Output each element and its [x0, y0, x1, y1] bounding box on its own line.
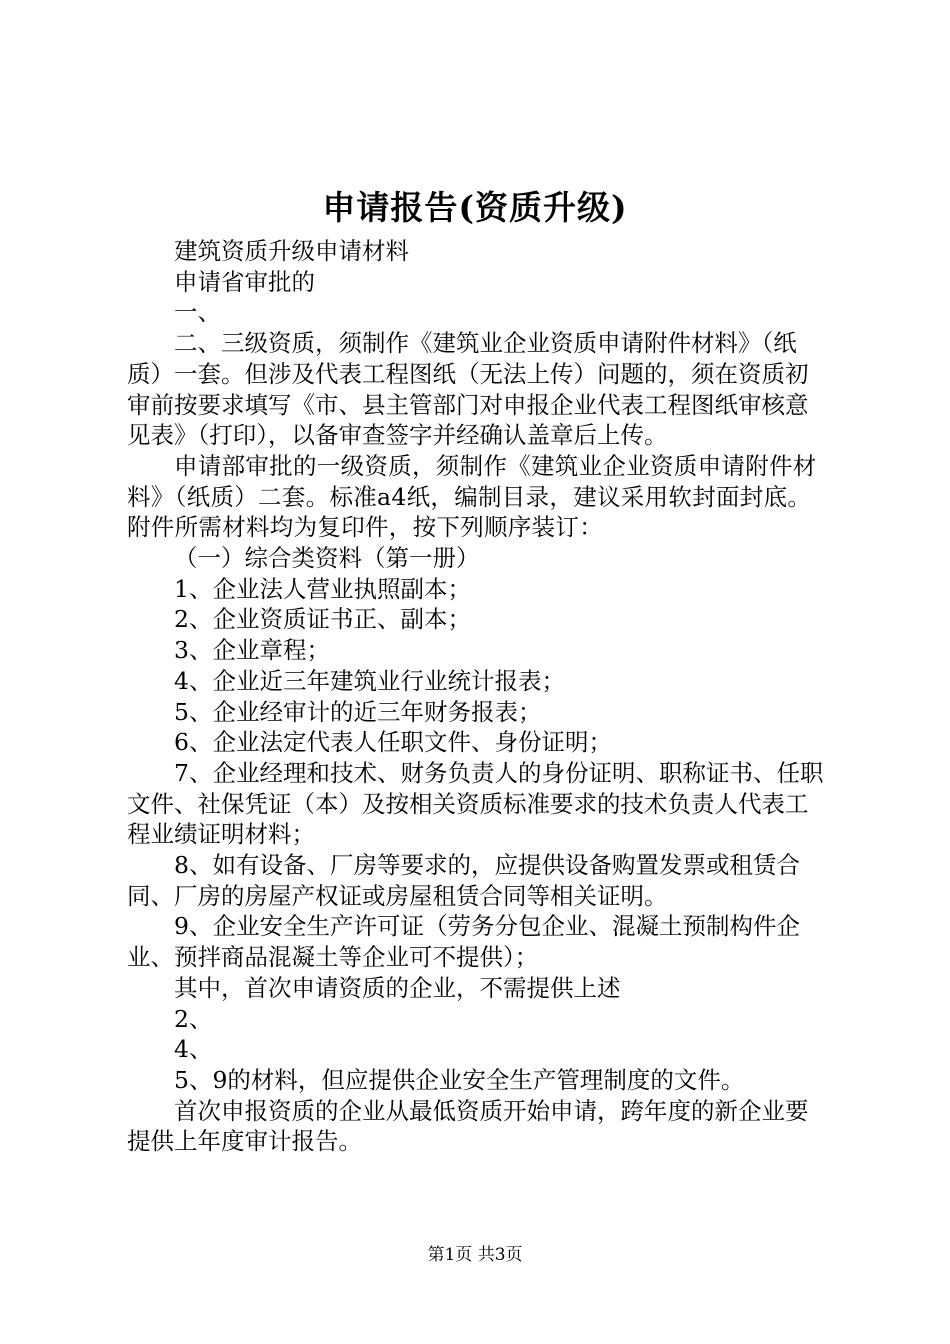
list-item: 3、企业章程；	[174, 636, 330, 665]
list-item: 4、企业近三年建筑业行业统计报表；	[174, 666, 565, 695]
page-footer: 第1页 共3页	[427, 1245, 523, 1265]
paragraph: 一、	[174, 298, 221, 327]
list-item: 6、企业法定代表人任职文件、身份证明；	[174, 728, 612, 757]
list-item: 9、企业安全生产许可证（劳务分包企业、混凝土预制构件企业、预拌商品混凝土等企业可不提供）；	[127, 912, 800, 972]
list-item: 5、企业经审计的近三年财务报表；	[174, 697, 542, 726]
paragraph: 申请部审批的一级资质，须制作《建筑业企业资质申请附件材料》（纸质）二套。标准a4纸，编制目录，建议采用软封面封底。附件所需材料均为复印件，按下列顺序装订：	[127, 451, 817, 542]
list-item: 8、如有设备、厂房等要求的，应提供设备购置发票或租赁合同、厂房的房屋产权证或房屋租赁合同等相关证明。	[127, 851, 800, 910]
section-heading: （一）综合类资料（第一册）	[174, 544, 480, 573]
paragraph: 申请省审批的	[174, 267, 315, 296]
document-title: 申请报告(资质升级)	[322, 188, 628, 227]
paragraph: 建筑资质升级申请材料	[174, 237, 409, 265]
paragraph: 2、	[174, 1004, 213, 1033]
paragraph: 5、9的材料，但应提供企业安全生产管理制度的文件。	[174, 1065, 745, 1094]
paragraph: 二、三级资质，须制作《建筑业企业资质申请附件材料》（纸质）一套。但涉及代表工程图纸（无法上传）问题的，须在资质初审前按要求填写《市、县主管部门对申报企业代表工程图纸审核意见表》（打印），以备审查签字并经确认盖章后上传。	[127, 329, 809, 450]
list-item: 2、企业资质证书正、副本；	[174, 605, 471, 634]
paragraph: 其中，首次申请资质的企业，不需提供上述	[174, 973, 621, 1002]
list-item: 7、企业经理和技术、财务负责人的身份证明、职称证书、任职文件、社保凭证（本）及按相关资质标准要求的技术负责人代表工程业绩证明材料；	[127, 758, 824, 849]
list-item: 1、企业法人营业执照副本；	[174, 574, 471, 603]
paragraph: 首次申报资质的企业从最低资质开始申请，跨年度的新企业要提供上年度审计报告。	[127, 1096, 809, 1156]
paragraph: 4、	[174, 1035, 213, 1064]
document-body	[127, 236, 831, 1157]
